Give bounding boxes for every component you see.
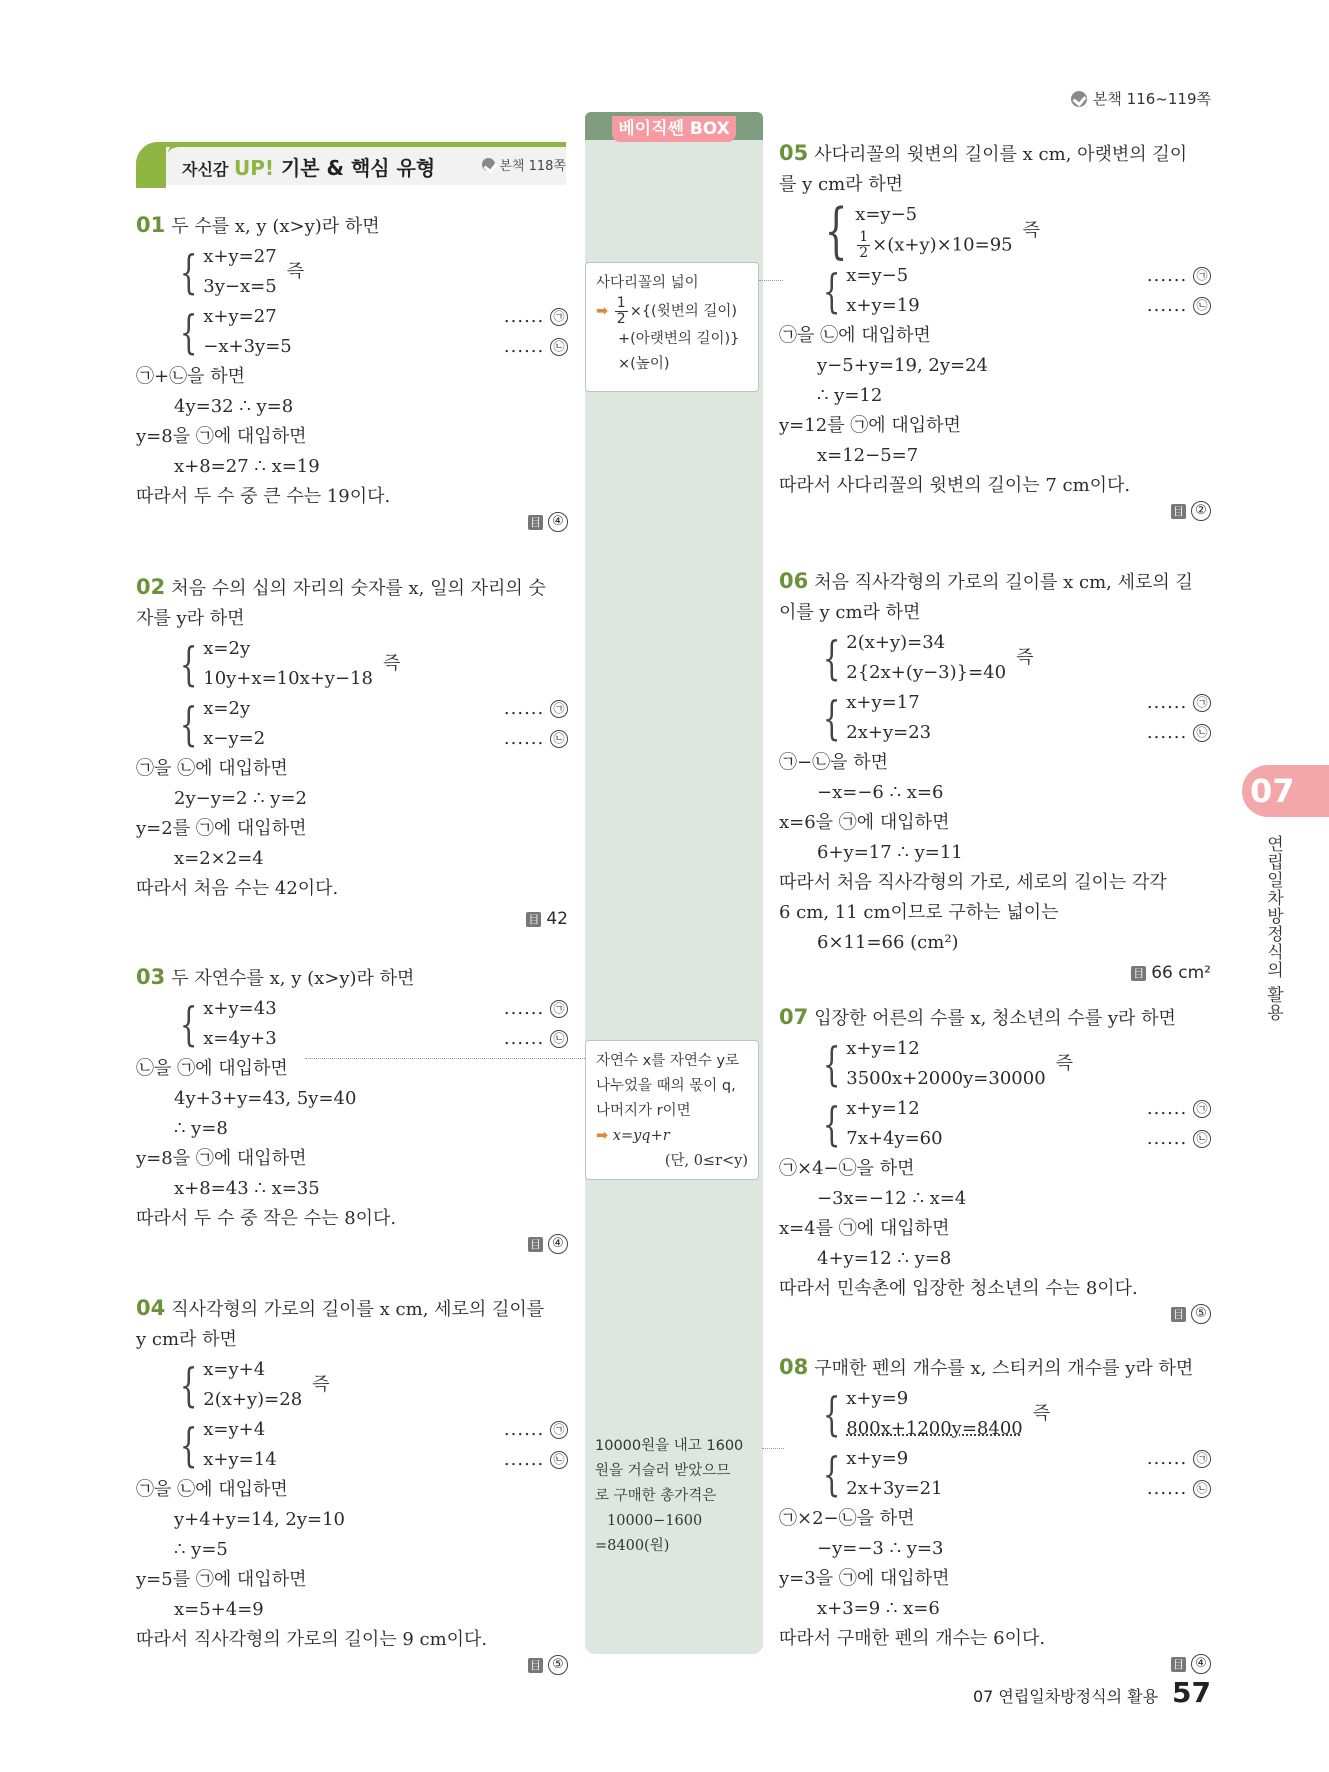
top-reference-text: 본책 116~119쪽 xyxy=(1092,90,1211,108)
answer-06: 目 66 cm² xyxy=(1133,963,1211,983)
answer-04: 目 ⑤ xyxy=(528,1655,568,1675)
problem-05: 05 사다리꼴의 윗변의 길이를 x cm, 아랫변의 길이 를 y cm라 하면 { x=y−5 $\frac{1}{2}$ ×(x+y)×10=95 즉 { x=y−5 ...... ㉠ x+y=19 ...... ㉡ ㉠을 ㉡에 대입하면 y−5+y=19, 2y=24 ∴ y=12 y=12를 ㉠에 대입하면 x=12−5=7 따라서 사다리꼴의 윗변의 길이는 7 cm이다. 目 ② xyxy=(779,138,1211,501)
problem-08: 08 구매한 펜의 개수를 x, 스티커의 개수를 y라 하면 { x+y=9 800x+1200y=8400 즉 { x+y=9 ...... ㉠ 2x+3y=21 ...... ㉡ ㉠×2−㉡을 하면 −y=−3 ∴ y=3 y=3을 ㉠에 대입하면 x+3=9 ∴ x=6 따라서 구매한 펜의 개수는 6이다. 目 ④ xyxy=(779,1352,1211,1654)
top-reference xyxy=(1071,88,1211,109)
tip-box-purchase: 10000원을 내고 1600 원을 거슬러 받았으므 로 구매한 총가격은 10000−1600 =8400(원) xyxy=(595,1438,744,1554)
basic-box-label: 베이직쎈 BOX xyxy=(612,116,736,142)
answer-05: 目 ② xyxy=(1171,501,1211,521)
answer-03: 目 ④ xyxy=(528,1234,568,1254)
section-reference: 본책 118쪽 xyxy=(482,155,566,174)
section-header xyxy=(136,142,566,185)
arrow-icon: ➡ xyxy=(596,1128,609,1144)
problem-03: 03 두 자연수를 x, y (x>y)라 하면 { x+y=43 ...... ㉠ x=4y+3 ...... ㉡ ㉡을 ㉠에 대입하면 4y+3+y=43, 5y=40 ∴ y=8 y=8을 ㉠에 대입하면 x+8=43 ∴ x=35 따라서 두 수 중 작은 수는 8이다. 目 ④ xyxy=(136,962,568,1234)
tip-box-trapezoid: 사다리꼴의 넓이 ➡ $\frac{1}{2}$ ×{(윗변의 길이) +(아랫변의 길이)} ×(높이) xyxy=(585,262,759,392)
problem-07: 07 입장한 어른의 수를 x, 청소년의 수를 y라 하면 { x+y=12 3500x+2000y=30000 즉 { x+y=12 ...... ㉠ 7x+4y=60 ...... ㉡ ㉠×4−㉡을 하면 −3x=−12 ∴ x=4 x=4를 ㉠에 대입하면 4+y=12 ∴ y=8 따라서 민속촌에 입장한 청소년의 수는 8이다. 目 ⑤ xyxy=(779,1002,1211,1304)
tip-box-division: 자연수 x를 자연수 y로 나누었을 때의 몫이 q, 나머지가 r이면 ➡ x=yq+r (단, 0≤r<y) xyxy=(585,1040,759,1180)
problem-02: 02 처음 수의 십의 자리의 숫자를 x, 일의 자리의 숫 자를 y라 하면 { x=2y 10y+x=10x+y−18 즉 { x=2y ...... ㉠ x−y=2 ...... ㉡ ㉠을 ㉡에 대입하면 2y−y=2 ∴ y=2 y=2를 ㉠에 대입하면 x=2×2=4 따라서 처음 수는 42이다. 目 42 xyxy=(136,572,568,904)
chapter-side-title: 연립일차방정식의 활용 xyxy=(1263,835,1283,1022)
page-number: 57 xyxy=(1172,1676,1211,1709)
answer-07: 目 ⑤ xyxy=(1171,1304,1211,1324)
section-title: 자신감 UP! 기본 & 핵심 유형 xyxy=(182,155,436,180)
answer-01: 目 ④ xyxy=(528,512,568,532)
page-footer xyxy=(973,1676,1211,1709)
problem-01: 01 두 수를 x, y (x>y)라 하면 { x+y=27 3y−x=5 즉 { x+y=27 ...... ㉠ −x+3y=5 ...... ㉡ ㉠+㉡을 하면 4y=32 ∴ y=8 y=8을 ㉠에 대입하면 x+8=27 ∴ x=19 따라서 두 수 중 큰 수는 19이다. 目 ④ xyxy=(136,210,568,512)
check-icon xyxy=(1071,91,1087,107)
chapter-number: 07 xyxy=(1250,772,1295,810)
problem-04: 04 직사각형의 가로의 길이를 x cm, 세로의 길이를 y cm라 하면 { x=y+4 2(x+y)=28 즉 { x=y+4 ...... ㉠ x+y=14 ...... ㉡ ㉠을 ㉡에 대입하면 y+4+y=14, 2y=10 ∴ y=5 y=5를 ㉠에 대입하면 x=5+4=9 따라서 직사각형의 가로의 길이는 9 cm이다. 目 ⑤ xyxy=(136,1293,568,1655)
answer-02: 目 42 xyxy=(528,909,568,929)
check-icon xyxy=(482,158,495,171)
problem-06: 06 처음 직사각형의 가로의 길이를 x cm, 세로의 길 이를 y cm라 하면 { 2(x+y)=34 2{2x+(y−3)}=40 즉 { x+y=17 ...... ㉠ 2x+y=23 ...... ㉡ ㉠−㉡을 하면 −x=−6 ∴ x=6 x=6을 ㉠에 대입하면 6+y=17 ∴ y=11 따라서 처음 직사각형의 가로, 세로의 길이는 각각 6 cm, 11 cm이므로 구하는 넓이는 6×11=66 (cm²) 目 66 cm² xyxy=(779,566,1211,958)
answer-08: 目 ④ xyxy=(1171,1654,1211,1674)
footer-chapter: 07 연립일차방정식의 활용 xyxy=(972,1687,1159,1706)
arrow-icon: ➡ xyxy=(596,303,609,320)
